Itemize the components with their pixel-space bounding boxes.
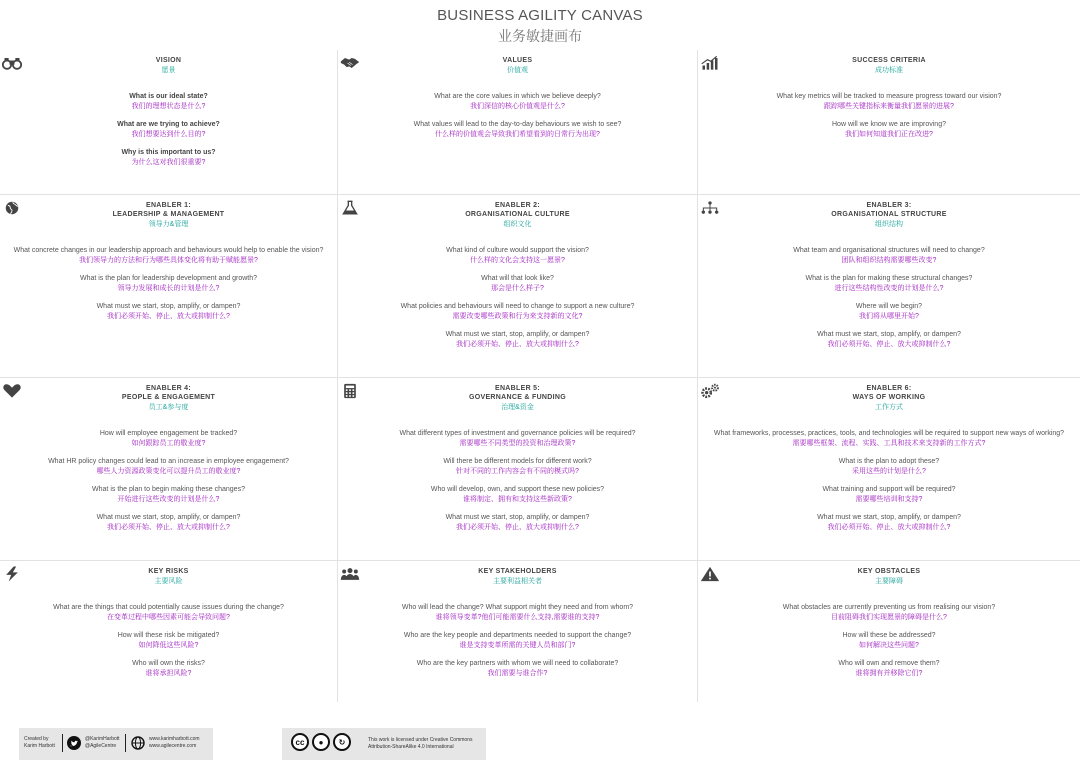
section-title: VALUES	[502, 57, 533, 64]
question-english: What are the things that could potentially cause issues during the change?	[53, 604, 284, 611]
license-box	[282, 728, 486, 760]
section-subtitle: 工作方式	[875, 404, 903, 411]
attribution-icon: ●	[312, 733, 330, 751]
globe-icon	[131, 736, 145, 750]
question-item	[344, 631, 691, 650]
section-subtitle: 领导力&管理	[148, 221, 189, 228]
section-title: ENABLER 2:	[494, 202, 540, 209]
question-english: Who will lead the change? What support might they need and from whom?	[401, 604, 634, 611]
question-english: How will these be addressed?	[842, 632, 936, 639]
canvas-section-key-risks	[0, 561, 338, 702]
question-item	[344, 457, 691, 476]
question-chinese: 目前阻碍我们实现愿景的障碍是什么?	[831, 614, 947, 621]
question-item	[344, 659, 691, 678]
question-list	[338, 429, 697, 532]
question-item	[704, 330, 1074, 349]
question-list	[338, 603, 697, 678]
question-chinese: 我们如何知道我们正在改进?	[845, 131, 933, 138]
canvas-section-ways-of-working	[698, 378, 1080, 561]
question-english: Who are the key partners with whom we will need to collaborate?	[416, 660, 619, 667]
question-item	[704, 120, 1074, 139]
lightning-icon	[2, 565, 22, 583]
section-subtitle: 组织文化	[503, 221, 532, 228]
question-item	[6, 603, 331, 622]
share-alike-icon: ↻	[333, 733, 351, 751]
page-subtitle: 业务敏捷画布	[498, 28, 582, 44]
question-english: What is the plan for making these structural changes?	[805, 275, 973, 282]
question-english: What are the core values in which we believe deeply?	[434, 93, 601, 100]
question-english: What kind of culture would support the vision?	[446, 247, 589, 254]
question-list	[698, 429, 1080, 532]
question-chinese: 进行这些结构性改变的计划是什么?	[834, 285, 944, 292]
question-english: What is our ideal state?	[129, 93, 208, 100]
question-item	[704, 659, 1074, 678]
question-item	[344, 120, 691, 139]
question-item	[704, 246, 1074, 265]
section-title: ENABLER 6:	[866, 385, 912, 392]
canvas-section-success-criteria	[698, 50, 1080, 195]
question-item	[704, 513, 1074, 532]
canvas-section-key-stakeholders	[338, 561, 698, 702]
question-item	[704, 429, 1074, 448]
canvas-section-people-engagement	[0, 378, 338, 561]
section-subtitle: 成功标准	[875, 67, 903, 74]
question-list	[0, 429, 337, 532]
question-chinese: 需要改变哪些政策和行为来支持新的文化?	[452, 313, 583, 320]
question-chinese: 我们深信的核心价值观是什么?	[470, 103, 565, 110]
question-english: What must we start, stop, amplify, or dampen?	[96, 514, 241, 521]
question-english: What is the plan for leadership development and growth?	[79, 275, 258, 282]
twitter-handle-1[interactable]: @KarimHarbott	[85, 736, 120, 742]
question-item	[6, 246, 331, 265]
people-icon	[340, 565, 360, 583]
question-chinese: 谁将拥有并移除它们?	[855, 670, 923, 677]
section-subtitle: 组织结构	[875, 221, 903, 228]
section-title: ORGANISATIONAL CULTURE	[465, 211, 570, 218]
section-title: SUCCESS CRITERIA	[852, 57, 926, 64]
divider	[62, 734, 63, 752]
question-chinese: 我们必须开始、停止、放大或抑制什么?	[107, 524, 230, 531]
question-list	[698, 603, 1080, 678]
question-english: Who are the key people and departments needed to support the change?	[403, 632, 632, 639]
question-english: What must we start, stop, amplify, or dampen?	[96, 303, 241, 310]
question-item	[6, 120, 331, 139]
question-english: Will there be different models for different work?	[443, 458, 592, 465]
question-item	[344, 274, 691, 293]
section-subtitle: 员工&参与度	[148, 404, 189, 411]
question-chinese: 采用这些的计划是什么?	[852, 468, 926, 475]
canvas-section-values	[338, 50, 698, 195]
question-english: What values will lead to the day-to-day behaviours we wish to see?	[413, 121, 622, 128]
question-chinese: 团队和组织结构需要哪些改变?	[841, 257, 937, 264]
canvas-section-key-obstacles	[698, 561, 1080, 702]
question-chinese: 领导力发展和成长的计划是什么?	[117, 285, 220, 292]
twitter-handle-2[interactable]: @AgileCentre	[85, 743, 117, 749]
question-item	[344, 513, 691, 532]
question-chinese: 在变革过程中哪些因素可能会导致问题?	[107, 614, 230, 621]
question-chinese: 需要哪些不同类型的投资和治理政策?	[459, 440, 576, 447]
question-chinese: 如何跟踪员工的敬业度?	[131, 440, 206, 447]
license-line-1[interactable]: This work is licensed under Creative Commons	[368, 737, 473, 743]
question-english: What are we trying to achieve?	[117, 121, 220, 128]
credit-box	[19, 728, 213, 760]
question-item	[6, 148, 331, 167]
question-chinese: 我们需要与谁合作?	[487, 670, 548, 677]
section-title: PEOPLE & ENGAGEMENT	[121, 394, 216, 401]
section-title: ENABLER 4:	[145, 385, 191, 392]
question-chinese: 那会是什么样子?	[491, 285, 544, 292]
question-english: What must we start, stop, amplify, or dampen?	[445, 331, 590, 338]
question-item	[6, 92, 331, 111]
heart-icon	[2, 382, 22, 400]
handshake-icon	[340, 54, 360, 72]
question-english: What will that look like?	[481, 275, 554, 282]
section-title: ENABLER 3:	[866, 202, 912, 209]
question-item	[704, 302, 1074, 321]
canvas-section-vision	[0, 50, 338, 195]
question-item	[344, 246, 691, 265]
question-english: Why is this important to us?	[121, 149, 216, 156]
section-title: KEY STAKEHOLDERS	[478, 568, 557, 575]
org-chart-icon	[700, 199, 720, 217]
question-chinese: 开始进行这些改变的计划是什么?	[117, 496, 220, 503]
binoculars-icon	[2, 54, 22, 72]
question-chinese: 哪些人力资源政策变化可以提升员工的敬业度?	[96, 468, 241, 475]
bar-chart-icon	[700, 54, 720, 72]
question-english: What policies and behaviours will need to change to support a new culture?	[400, 303, 635, 310]
website-link-2[interactable]: www.agilecentre.com	[149, 743, 197, 749]
question-english: What must we start, stop, amplify, or dampen?	[817, 331, 961, 338]
question-item	[6, 513, 331, 532]
question-item	[6, 457, 331, 476]
gears-icon	[700, 382, 720, 400]
question-item	[6, 485, 331, 504]
question-chinese: 我们必须开始、停止、放大或抑制什么?	[107, 313, 230, 320]
calculator-icon	[340, 382, 360, 400]
canvas-section-leadership-management	[0, 195, 338, 378]
section-subtitle: 主要障碍	[875, 578, 903, 585]
question-chinese: 需要哪些框架、流程、实践、工具和技术来支持新的工作方式?	[792, 440, 986, 447]
question-chinese: 谁将制定、拥有和支持这些新政策?	[463, 496, 572, 503]
question-chinese: 如何解决这些问题?	[859, 642, 919, 649]
question-chinese: 我们必须开始、停止、放大或抑制什么?	[456, 341, 579, 348]
footer	[0, 702, 1080, 767]
section-subtitle: 治理&资金	[501, 404, 534, 411]
credit-label: Created by	[24, 736, 49, 742]
question-chinese: 什么样的文化会支持这一愿景?	[470, 257, 565, 264]
question-english: What is the plan to begin making these changes?	[92, 486, 245, 493]
canvas-section-organisational-culture	[338, 195, 698, 378]
section-subtitle: 愿景	[161, 67, 176, 74]
question-chinese: 谁将承担风险?	[145, 670, 192, 677]
website-link-1[interactable]: www.karimharbott.com	[149, 736, 200, 742]
question-item	[344, 330, 691, 349]
question-english: How will we know we are improving?	[832, 121, 946, 128]
question-english: What key metrics will be tracked to measure progress toward our vision?	[776, 93, 1002, 100]
question-list	[698, 92, 1080, 139]
canvas-grid	[0, 50, 1080, 702]
question-item	[6, 302, 331, 321]
question-english: What frameworks, processes, practices, tools, and technologies will be required to support new ways of working?	[713, 430, 1065, 437]
question-chinese: 为什么这对我们很重要?	[131, 159, 206, 166]
question-list	[338, 246, 697, 349]
question-chinese: 我们必须开始、停止、放大或抑制什么?	[827, 341, 951, 348]
question-item	[344, 92, 691, 111]
question-list	[338, 92, 697, 139]
divider	[125, 734, 126, 752]
question-chinese: 谁将领导变革?他们可能需要什么支持,需要谁的支持?	[435, 614, 600, 621]
question-chinese: 我们想要达到什么目的?	[131, 131, 206, 138]
question-chinese: 我们必须开始、停止、放大或抑制什么?	[827, 524, 951, 531]
question-chinese: 我们将从哪里开始?	[859, 313, 919, 320]
question-english: How will these risk be mitigated?	[117, 632, 220, 639]
question-chinese: 如何降低这些风险?	[138, 642, 199, 649]
cc-icon: cc	[291, 733, 309, 751]
section-title: KEY OBSTACLES	[857, 568, 921, 575]
warning-icon	[700, 565, 720, 583]
section-title: WAYS OF WORKING	[852, 394, 926, 401]
question-english: Who will own and remove them?	[838, 660, 940, 667]
question-item	[6, 631, 331, 650]
question-item	[704, 457, 1074, 476]
question-english: How will employee engagement be tracked?	[99, 430, 238, 437]
section-subtitle: 主要利益相关者	[493, 578, 542, 585]
creative-commons-icons	[291, 733, 366, 755]
question-english: What team and organisational structures will need to change?	[793, 247, 985, 254]
section-title: ENABLER 1:	[145, 202, 191, 209]
question-list	[0, 246, 337, 321]
section-title: LEADERSHIP & MANAGEMENT	[112, 211, 225, 218]
question-english: What training and support will be required?	[822, 486, 956, 493]
question-english: What is the plan to adopt these?	[838, 458, 940, 465]
section-title: ENABLER 5:	[494, 385, 540, 392]
question-list	[0, 603, 337, 678]
question-english: What HR policy changes could lead to an increase in employee engagement?	[48, 458, 289, 465]
question-item	[704, 92, 1074, 111]
question-english: What concrete changes in our leadership approach and behaviours would help to enable the vision?	[13, 247, 324, 254]
question-item	[6, 429, 331, 448]
question-chinese: 我们的理想状态是什么?	[131, 103, 206, 110]
question-item	[344, 302, 691, 321]
twitter-icon	[67, 736, 81, 750]
section-title: KEY RISKS	[148, 568, 189, 575]
question-chinese: 我们领导力的方法和行为哪些具体变化将有助于赋能愿景?	[79, 257, 258, 264]
section-subtitle: 价值观	[507, 67, 528, 74]
page-title: BUSINESS AGILITY CANVAS	[437, 7, 643, 24]
section-title: VISION	[155, 57, 182, 64]
question-chinese: 需要哪些培训和支持?	[855, 496, 923, 503]
section-title: ORGANISATIONAL STRUCTURE	[831, 211, 947, 218]
question-chinese: 谁是支持变革所需的关键人员和部门?	[459, 642, 576, 649]
question-item	[704, 485, 1074, 504]
globe-icon	[2, 199, 22, 217]
question-item	[6, 274, 331, 293]
question-english: What obstacles are currently preventing us from realising our vision?	[782, 604, 996, 611]
question-english: What must we start, stop, amplify, or dampen?	[817, 514, 961, 521]
credit-name: Karim Harbott	[24, 743, 55, 749]
question-english: What must we start, stop, amplify, or dampen?	[445, 514, 590, 521]
question-item	[704, 631, 1074, 650]
question-item	[344, 603, 691, 622]
question-item	[6, 659, 331, 678]
flask-icon	[340, 199, 360, 217]
question-item	[704, 603, 1074, 622]
question-english: Who will develop, own, and support these new policies?	[430, 486, 605, 493]
question-chinese: 跟踪哪些关键指标来衡量我们愿景的进展?	[824, 103, 954, 110]
license-line-2[interactable]: Attribution-ShareAlike 4.0 International	[368, 744, 454, 750]
question-item	[704, 274, 1074, 293]
question-item	[344, 485, 691, 504]
question-english: Where will we begin?	[855, 303, 923, 310]
question-chinese: 针对不同的工作内容会有不同的模式吗?	[456, 468, 579, 475]
question-list	[698, 246, 1080, 349]
canvas-section-organisational-structure	[698, 195, 1080, 378]
question-english: Who will own the risks?	[132, 660, 205, 667]
section-subtitle: 主要风险	[154, 578, 183, 585]
question-chinese: 我们必须开始、停止、放大或抑制什么?	[456, 524, 579, 531]
question-chinese: 什么样的价值观会导致我们希望看到的日常行为出现?	[435, 131, 600, 138]
question-english: What different types of investment and governance policies will be required?	[399, 430, 636, 437]
section-title: GOVERNANCE & FUNDING	[468, 394, 566, 401]
canvas-header	[0, 0, 1080, 50]
question-list	[0, 92, 337, 167]
question-item	[344, 429, 691, 448]
canvas-section-governance-funding	[338, 378, 698, 561]
